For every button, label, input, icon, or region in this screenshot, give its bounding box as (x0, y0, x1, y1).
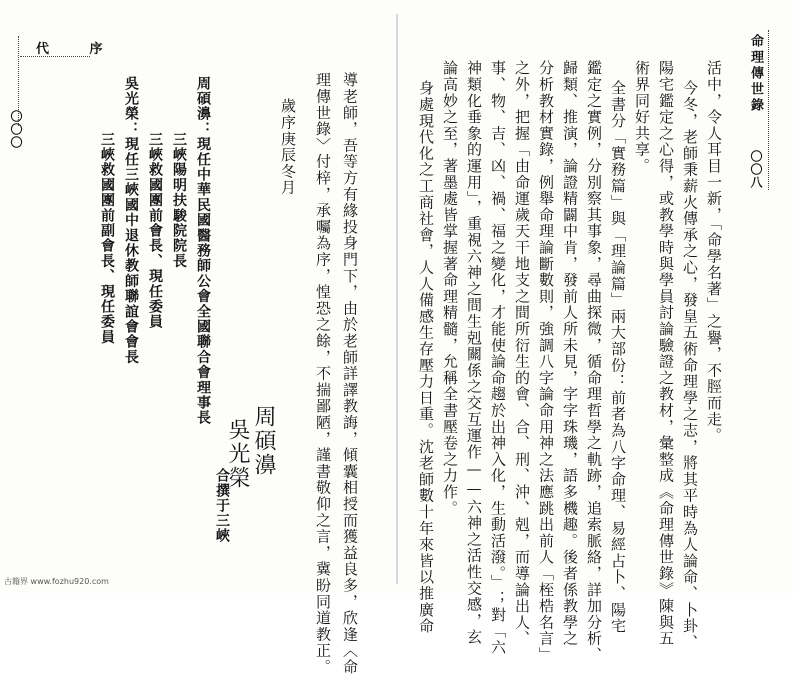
body-column: 身處現代化之工商社會，人人備感生存壓力日重。沈老師數十年來皆以推廣命 (417, 80, 435, 635)
running-head-right: 命理傳世錄 (748, 34, 763, 114)
body-column: 之外，把握「由命運歲天干地支之間所衍生的會、合、刑、沖、剋，而導論出人、 (513, 60, 531, 647)
footer-watermark: 古籍界 www.fozhu920.com (4, 577, 109, 586)
body-column: 歸類、推演，論證精闢中肯，發前人所未見，字字珠璣，語多機趣。後者係教學之 (561, 60, 579, 647)
body-column: 全書分「實務篇」與「理論篇」兩大部份：前者為八字命理、易經占卜、陽宅 (609, 80, 627, 635)
preface-date: 歲序庚辰冬月 (279, 98, 297, 196)
body-column: 術界同好共享。 (633, 60, 651, 175)
page-number-right: 〇〇八 (749, 150, 763, 189)
roster-line: 三峽救國團前會長、現任委員 (147, 132, 163, 330)
roster-line: 三峽救國團前副會長、現任委員 (99, 132, 115, 345)
body-column: 分析教材實錄，例舉命理論斷數則，強調八字論命用神之法應跳出前人「桎梏名言」 (537, 60, 555, 664)
body-column: 陽宅鑑定之心得，或教學時與學員討論驗證之教材，彙整成《命理傳世錄》陳與五 (657, 60, 675, 647)
body-column: 神類化垂象的運用」，重視六神之間生剋關係之交互運作——六神之活性交感，玄 (465, 60, 483, 646)
body-column: 鑑定之實例，分別察其事象，尋曲探微，循命理哲學之軌跡，追索脈絡，詳加分析、 (585, 60, 603, 664)
roster-line: 吳光榮：現任三峽國中退休教師聯誼會會長 (123, 76, 139, 365)
signature-note: 合撰于三峽 (214, 468, 230, 543)
signature-name: 周碩濞 (251, 405, 276, 477)
head-rule-vertical (768, 30, 769, 190)
body-column: 事、物、吉、凶、禍、福之變化，才能使論命趨於出神入化，生動活潑。」；對「六 (489, 60, 507, 656)
body-column: 理傳世錄〉付梓，承囑為序，惶恐之餘，不揣鄙陋，謹書敬仰之言，冀盼同道教正。 (314, 72, 332, 675)
running-head-left: 代 序 (36, 42, 121, 57)
page-gutter (396, 14, 398, 584)
body-column: 導老師，吾等方有緣投身門下，由於老師詳譯教誨，傾囊相授而獲益良多，欣逢〈命 (341, 72, 359, 675)
page-number-left: 〇〇〇 (9, 110, 23, 149)
roster-line: 三峽陽明扶駿院院長 (171, 132, 187, 269)
body-column: 論高妙之至，著墨處皆掌握著命理精髓，允稱全書壓卷之力作。 (441, 60, 459, 517)
signature-name: 吳光榮 (225, 418, 250, 490)
body-column: 活中，令人耳目一新，「命學名著」之譽，不脛而走。 (705, 60, 723, 444)
body-column: 今冬，老師秉薪火傳承之心，發皇五術命理學之志，將其平時為人論命、卜卦、 (681, 80, 699, 651)
roster-line: 周碩濞：現任中華民國醫務師公會全國聯合會理事長 (195, 76, 211, 426)
